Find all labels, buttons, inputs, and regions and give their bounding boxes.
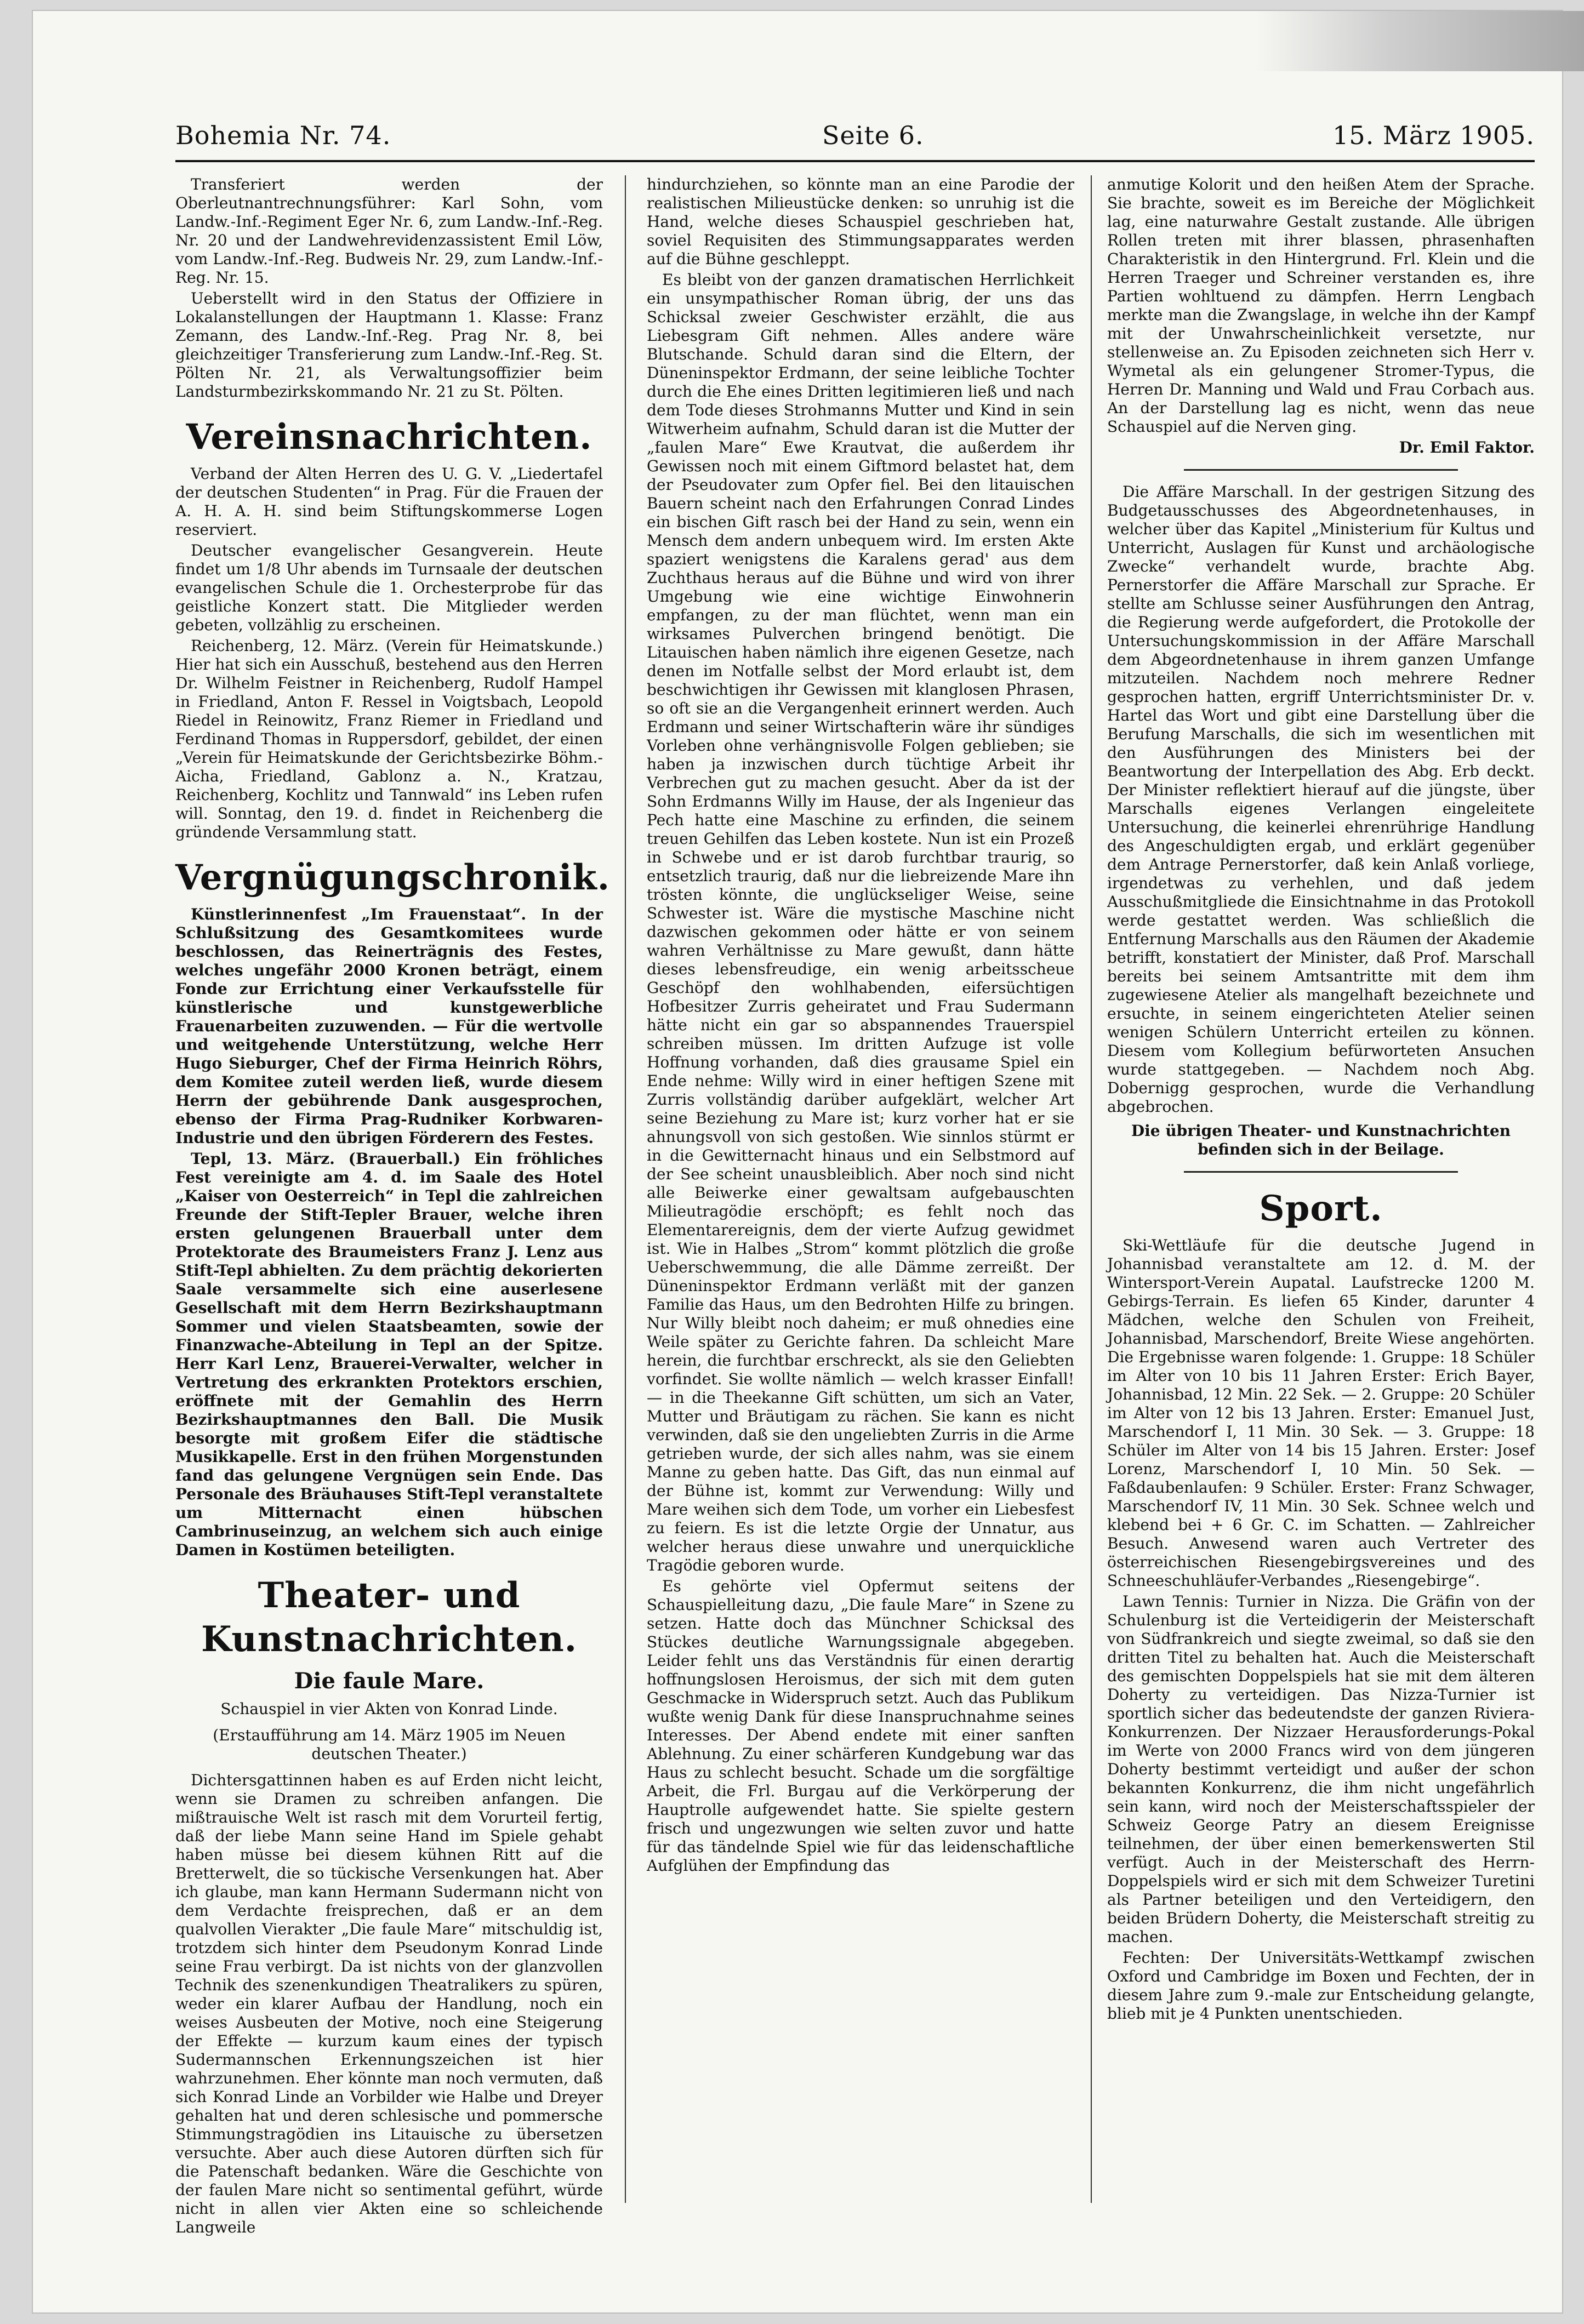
sport-item: Lawn Tennis: Turnier in Nizza. Die Gräfin von der Schulenburg ist die Verteidigerin der Meisterschaft von Südfrankreich und siegte zweimal, so daß sie den dritten Titel zu behalten hat. Auch die Meisterschaft des gemischten Doppelspiels hat sie mit dem älteren Doherty zu verteidigen. Das Nizza-Turnier ist sportlich sicher das bedeutendste der ganzen Riviera-Konkurrenzen. Der Nizzaer Herausforderungs-Pokal im Werte von 2000 Francs wird von dem jüngeren Doherty bestimmt verteidigt und außer der schon bekannten Konkurrenz, die ihm nicht ungefährlich sein kann, wird noch der Meisterschaftsspieler der Schweiz George Patry an diesem Ereignisse teilnehmen, der über einen bemerkenswerten Stil verfügt. Auch in der Meisterschaft des Herrn-Doppelspiels wird er sich mit dem Schweizer Turetini als Partner beteiligen und den Verteidigern, den beiden Brüdern Doherty, die Meisterschaft streitig zu machen. (1107, 1592, 1535, 1946)
column-3 (1107, 175, 1535, 2203)
review-signature: Dr. Emil Faktor. (1399, 438, 1535, 456)
page-header (175, 121, 1535, 159)
section-rule (1184, 469, 1458, 471)
news-item: Deutscher evangelischer Gesangverein. Heute findet um 1/8 Uhr abends im Turnsaale der deutschen evangelischen Schule die 1. Orchesterprobe für das geistliche Konzert statt. Die Mitglieder werden gebeten, vollzählig zu erscheinen. (175, 541, 603, 634)
sport-item: Fechten: Der Universitäts-Wettkampf zwischen Oxford und Cambridge im Boxen und Fechten, der in diesem Jahre zum 9.-male zur Entscheidung gelangte, blieb mit je 4 Punkten unentschieden. (1107, 1949, 1535, 2023)
section-rule (1184, 1171, 1458, 1173)
news-item: Reichenberg, 12. März. (Verein für Heimatskunde.) Hier hat sich ein Ausschuß, bestehend aus den Herren Dr. Wilhelm Feistner in Reichenberg, Rudolf Hampel in Friedland, Anton F. Ressel in Voigtsbach, Leopold Riedel in Reinowitz, Franz Riemer in Friedland und Ferdinand Thomas in Ruppersdorf, gebildet, der einen „Verein für Heimatskunde der Gerichtsbezirke Böhm.-Aicha, Friedland, Gablonz a. N., Kratzau, Reichenberg, Kochlitz und Tannwald“ ins Leben rufen will. Sonntag, den 19. d. findet in Reichenberg die gründende Versammlung statt. (175, 637, 603, 841)
news-item: Verband der Alten Herren des U. G. V. „Liedertafel der deutschen Studenten“ in Prag. Für die Frauen der A. H. A. H. sind beim Stiftungskommerse Logen reserviert. (175, 465, 603, 539)
column-1 (175, 175, 610, 2236)
header-rule (175, 160, 1535, 162)
section-title-vergnuegungschronik: Vergnügungschronik. (175, 857, 610, 898)
news-item: Tepl, 13. März. (Brauerball.) Ein fröhliches Fest vereinigte am 4. d. im Saale des Hotel „Kaiser von Oesterreich“ in Tepl die zahlreichen Freunde der Stift-Tepler Brauer, welche ihren ersten gelungenen Brauerball unter dem Protektorate des Braumeisters Franz J. Lenz aus Stift-Tepl abhielten. Zu dem prächtig dekorierten Saale versammelte sich eine auserlesene Gesellschaft mit dem Herrn Bezirkshauptmann Sommer und vielen Staatsbeamten, sowie der Finanzwache-Abteilung in Tepl an der Spitze. Herr Karl Lenz, Brauerei-Verwalter, welcher in Vertretung des erkrankten Protektors erschien, eröffnete mit der Gemahlin des Herrn Bezirkshauptmannes den Ball. Die Musik besorgte mit großem Eifer die städtische Musikkapelle. Erst in den frühen Morgenstunden fand das gelungene Vergnügen sein Ende. Das Personale des Bräuhauses Stift-Tepl veranstaltete um Mitternacht einen hübschen Cambrinuseinzug, an welchem sich auch einige Damen in Kostümen beteiligten. (175, 1150, 603, 1559)
play-subtitle: Schauspiel in vier Akten von Konrad Linde. (220, 1700, 558, 1718)
section-title-theater: Theater- und Kunstnachrichten. (201, 1575, 577, 1660)
scan-shadow (1255, 11, 1584, 71)
header-page-number: Seite 6. (822, 121, 924, 150)
review-paragraph: anmutige Kolorit und den heißen Atem der Sprache. Sie brachte, soweit es im Bereiche der Möglichkeit lag, eine naturwahre Gestalt zustande. Alle übrigen Rollen treten mit ihrer blassen, phrasenhaften Charakteristik in den Hintergrund. Frl. Klein und die Herren Traeger und Schreiner verstanden es, ihre Partien wohltuend zu dämpfen. Herrn Lengbach merkte man die Zwangslage, in welche ihn der Kampf mit der Unwahrscheinlichkeit versetzte, nur stellenweise an. Zu Episoden zeichneten sich Herr v. Wymetal als ein gelungener Stromer-Typus, die Herren Dr. Manning und Wald und Frau Corbach aus. An der Darstellung lag es nicht, wenn das neue Schauspiel auf die Nerven ging. (1107, 175, 1535, 436)
column-divider (1091, 175, 1092, 2203)
review-paragraph: Dichtersgattinnen haben es auf Erden nicht leicht, wenn sie Dramen zu schreiben anfangen. Die mißtrauische Welt ist rasch mit dem Vorurteil fertig, daß der liebe Mann seine Hand im Spiele gehabt haben müsse bei diesem kühnen Ritt auf die Bretterwelt, die so tückische Versenkungen hat. Aber ich glaube, man kann Hermann Sudermann nicht von dem Verdachte freisprechen, daß er an dem qualvollen Vierakter „Die faule Mare“ mitschuldig ist, trotzdem sich hinter dem Pseudonym Konrad Linde seine Frau verbirgt. Da ist nichts von der glanzvollen Technik des szenenkundigen Theatralikers zu spüren, weder ein klarer Aufbau der Handlung, noch ein weises Ausbeuten der Motive, noch eine Steigerung der Effekte — kurzum kaum eines der typisch Sudermannschen Erkennungszeichen ist hier wahrzunehmen. Eher könnte man noch vermuten, daß sich Konrad Linde an Vorbilder wie Halbe und Dreyer gehalten hat und deren schlesische und pommersche Stimmungstragödien ins Litauische zu übersetzen versuchte. Aber auch diese Autoren dürften sich für die Patenschaft bedanken. Wäre die Geschichte von der faulen Mare nicht so sentimental geführt, würde nicht in allen vier Akten eine so schleichende Langweile (175, 1771, 603, 2236)
news-item: Die Affäre Marschall. In der gestrigen Sitzung des Budgetausschusses des Abgeordnetenhauses, in welcher über das Kapitel „Ministerium für Kultus und Unterricht, Auslagen für Kunst und archäologische Zwecke“ verhandelt wurde, brachte Abg. Pernerstorfer die Affäre Marschall zur Sprache. Er stellte am Schlusse seiner Ausführungen den Antrag, die Regierung werde aufgefordert, die Protokolle der Untersuchungskommission in der Affäre Marschall dem Abgeordnetenhause in ihrem ganzen Umfange mitzuteilen. Nachdem noch mehrere Redner gesprochen hatten, ergriff Unterrichtsminister Dr. v. Hartel das Wort und gibt eine Darstellung über die Berufung Marschalls, die sich im wesentlichen mit den Ausführungen des Ministers bei der Beantwortung der Interpellation des Abg. Erb deckt. Der Minister reflektiert hierauf auf die jüngste, über Marschalls eigenes Verlangen eingeleitete Untersuchung, die keinerlei ehrenrührige Handlung des Angeschuldigten ergab, und erklärt gegenüber dem Antrage Pernerstorfer, daß kein Anlaß vorliege, irgendetwas zu verhehlen, und daß jedem Ausschußmitgliede die Einsichtnahme in das Protokoll werde gestattet werden. Was schließlich die Entfernung Marschalls aus den Räumen der Akademie betrifft, konstatiert der Minister, daß Prof. Marschall bereits bei seinem Amtsantritte mit dem ihm zugewiesene Atelier als mangelhaft bezeichnete und ersuchte, in seinem eingerichteten Atelier seinen wenigen Schülern Unterricht erteilen zu können. Diesem vom Kollegium befürworteten Ansuchen wurde stattgegeben. — Nachdem noch Abg. Dobernigg gesprochen, wurde die Verhandlung abgebrochen. (1107, 483, 1535, 1116)
header-date: 15. März 1905. (1332, 121, 1535, 150)
article-paragraph: Transferiert werden der Oberleutnantrechnungsführer: Karl Sohn, vom Landw.-Inf.-Regiment Eger Nr. 6, zum Landw.-Inf.-Reg. Nr. 20 und der Landwehrevidenzassistent Emil Löw, vom Landw.-Inf.-Reg. Budweis Nr. 29, zum Landw.-Inf.-Reg. Nr. 15. (175, 175, 603, 287)
news-item: Künstlerinnenfest „Im Frauenstaat“. In der Schlußsitzung des Gesamtkomitees wurde beschlossen, das Reinerträgnis des Festes, welches ungefähr 2000 Kronen beträgt, einem Fonde zur Errichtung einer Verkaufsstelle für künstlerische und kunstgewerbliche Frauenarbeiten zuzuwenden. — Für die wertvolle und weitgehende Unterstützung, welche Herr Hugo Sieburger, Chef der Firma Heinrich Röhrs, dem Komitee zuteil werden ließ, wurde diesem Herrn der gebührende Dank ausgesprochen, ebenso der Firma Prag-Rudniker Korbwaren-Industrie und den übrigen Förderern des Festes. (175, 905, 603, 1147)
section-title-sport: Sport. (1259, 1188, 1383, 1229)
play-title: Die faule Mare. (294, 1668, 485, 1694)
review-paragraph: Es gehörte viel Opfermut seitens der Schauspielleitung dazu, „Die faule Mare“ in Szene zu setzen. Hatte doch das Münchner Schicksal des Stückes deutliche Warnungssignale abgegeben. Leider fehlt uns das Verständnis für einen derartig hoffnungslosen Heroismus, der sich mit dem guten Geschmacke in Widerspruch setzt. Auch das Publikum wußte wenig Dank für diese Inanspruchnahme seines Interesses. Der Abend endete mit einer sanften Ablehnung. Zu einer schärferen Kundgebung war das Haus zu schlecht besucht. Schade um die sorgfältige Arbeit, die Frl. Burgau auf die Verkörperung der Hauptrolle aufgewendet hatte. Sie spielte gestern frisch und ungezwungen wie selten zuvor und hatte für das tändelnde Spiel wie für das leidenschaftliche Aufglühen der Empfindung das (647, 1577, 1074, 1875)
sport-item: Ski-Wettläufe für die deutsche Jugend in Johannisbad veranstaltete am 12. d. M. der Wintersport-Verein Aupatal. Laufstrecke 1200 M. Gebirgs-Terrain. Es liefen 65 Kinder, darunter 4 Mädchen, welche den Schulen von Freiheit, Johannisbad, Marschendorf, Breite Wiese angehörten. Die Ergebnisse waren folgende: 1. Gruppe: 18 Schüler im Alter von 10 bis 11 Jahren Erster: Erich Bayer, Johannisbad, 12 Min. 22 Sek. — 2. Gruppe: 20 Schüler im Alter von 12 bis 13 Jahren. Erster: Emanuel Just, Marschendorf I, 11 Min. 30 Sek. — 3. Gruppe: 18 Schüler im Alter von 14 bis 15 Jahren. Erster: Josef Lorenz, Marschendorf I, 10 Min. 50 Sek. — Faßdaubenlaufen: 9 Schüler. Erster: Franz Schwager, Marschendorf IV, 11 Min. 30 Sek. Schnee welch und klebend bei + 6 Gr. C. im Schatten. — Zahlreicher Besuch. Anwesend waren auch Vertreter des österreichischen Riesengebirgsvereines und des Schneeschuhläufer-Verbandes „Riesengebirge“. (1107, 1236, 1535, 1590)
column-2 (647, 175, 1074, 2203)
supplement-note: Die übrigen Theater- und Kunstnachrichten befinden sich in der Beilage. (1131, 1122, 1511, 1158)
play-premiere-note: (Erstaufführung am 14. März 1905 im Neuen deutschen Theater.) (213, 1726, 566, 1763)
section-title-vereinsnachrichten: Vereinsnachrichten. (186, 416, 592, 458)
header-paper-name: Bohemia Nr. 74. (175, 121, 391, 150)
review-paragraph: hindurchziehen, so könnte man an eine Parodie der realistischen Milieustücke denken: so unruhig ist die Hand, welche dieses Schauspiel geschrieben hat, soviel Requisiten des Stimmungsapparates werden auf die Bühne geschleppt. (647, 175, 1074, 268)
review-paragraph: Es bleibt von der ganzen dramatischen Herrlichkeit ein unsympathischer Roman übrig, der uns das Schicksal zweier Geschwister erzählt, die aus Liebesgram Gift nehmen. Alles andere wäre Blutschande. Schuld daran sind die Eltern, der Düneninspektor Erdmann, der seine leibliche Tochter durch die Ehe eines Dritten legitimieren ließ und nach dem Tode dieses Strohmanns Mutter und Kind in sein Witwerheim aufnahm, Schuld daran ist die Mutter der „faulen Mare“ Ewe Krautvat, die außerdem ihr Gewissen noch mit einem Giftmord belastet hat, dem der Pseudovater zum Opfer fiel. Bei den litauischen Bauern scheint nach den Erfahrungen Conrad Lindes ein bischen Gift rasch bei der Hand zu sein, wenn ein Mensch dem andern unbequem wird. Im ersten Akte spaziert wenigstens die Karalens gerad' aus dem Zuchthaus heraus auf die Bühne und wird von ihrer Umgebung wie eine wichtige Einwohnerin empfangen, zu der man flüchtet, wenn man ein wirksames Pulverchen bringend benötigt. Die Litauischen haben nämlich ihre eigenen Gesetze, nach denen im Notfalle selbst der Mord erlaubt ist, dem beschwichtigen ihr Gewissen mit klanglosen Phrasen, so oft sie an die Vergangenheit erinnert werden. Auch Erdmann und seiner Wirtschafterin wäre ihr sündiges Vorleben ohne verhängnisvolle Folgen geblieben; sie haben ja inzwischen durch tüchtige Arbeit ihr Verbrechen gut zu machen gesucht. Aber da ist der Sohn Erdmanns Willy im Hause, der als Ingenieur das Pech hatte eine Maschine zu erfinden, die seinem treuen Gehilfen das Leben kostete. Nun ist ein Prozeß in Schwebe und er ist darob furchtbar traurig, so entsetzlich traurig, daß nur die liebreizende Mare ihn trösten könnte, die unglückseliger Weise, seine Schwester ist. Wäre die mystische Maschine nicht dazwischen gekommen oder hätte er von seinem wahren Verhältnisse zu Mare gewußt, dann hätte dieses lebensfreudige, ein wenig arbeitsscheue Geschöpf den wohlhabenden, eifersüchtigen Hofbesitzer Zurris geheiratet und Frau Sudermann hätte nicht ein gar so abspannendes Trauerspiel schreiben müssen. Im dritten Aufzuge ist volle Hoffnung vorhanden, daß dies grausame Spiel ein Ende nehme: Willy wird in einer heftigen Szene mit Zurris vollständig darüber aufgeklärt, welcher Art seine Beziehung zu Mare ist; kurz vorher hat er sie ahnungsvoll von sich gestoßen. Wie sinnlos stürmt er in die Gewitternacht hinaus und ein Selbstmord auf der See scheint unausbleiblich. Aber noch sind nicht alle Beiwerke einer gewaltsam aufgebauschten Milieutragödie erschöpft; es fehlt noch das Elementarereignis, dem der vierte Aufzug gewidmet ist. Wie in Halbes „Strom“ kommt plötzlich die große Ueberschwemmung, die alle Dämme zerreißt. Der Düneninspektor Erdmann verläßt mit der ganzen Familie das Haus, um den Bedrohten Hilfe zu bringen. Nur Willy bleibt noch daheim; er muß ohnedies eine Weile später zu Gerichte fahren. Da schleicht Mare herein, die furchtbar erschreckt, als sie den Geliebten vorfindet. Sie wollte nämlich — welch krasser Einfall! — in die Theekanne Gift schütten, um sich an Vater, Mutter und Bräutigam zu rächen. Sie kann es nicht verwinden, daß sie den ungeliebten Zurris in die Arme getrieben wurde, der sich alles nahm, was sie einem Manne zu geben hatte. Das Gift, das nun einmal auf der Bühne ist, kommt zur Verwendung: Willy und Mare weihen sich dem Tode, um vorher ein Liebesfest zu feiern. Es ist die letzte Orgie der Unnatur, aus welcher heraus diese unwahre und unerquickliche Tragödie geboren wurde. (647, 271, 1074, 1574)
column-divider (625, 175, 626, 2203)
newspaper-page (33, 11, 1562, 2312)
article-paragraph: Ueberstellt wird in den Status der Offiziere in Lokalanstellungen der Hauptmann 1. Klasse: Franz Zemann, des Landw.-Inf.-Reg. Prag Nr. 8, bei gleichzeitiger Transferierung zum Landw.-Inf.-Reg. St. Pölten Nr. 21, als Verwaltungsoffizier beim Landsturmbezirkskommando Nr. 21 zu St. Pölten. (175, 289, 603, 401)
